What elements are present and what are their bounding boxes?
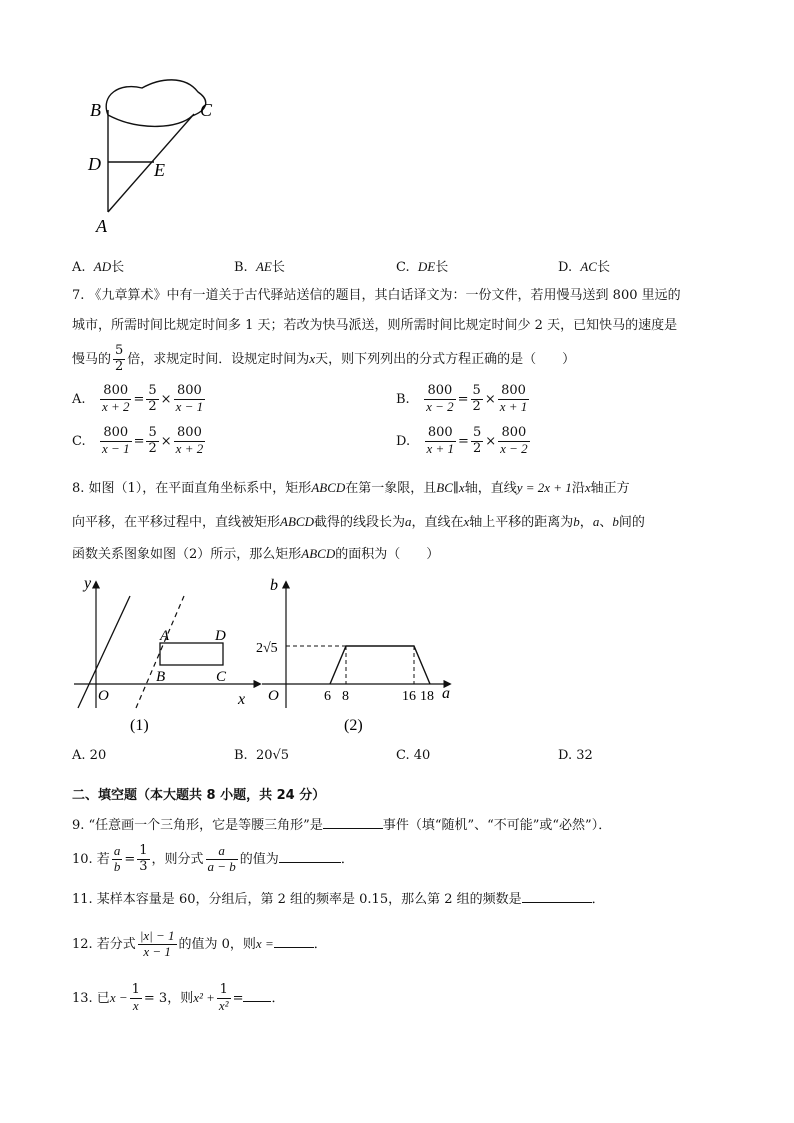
q10-answer-blank[interactable] (279, 848, 341, 863)
q13-answer-blank[interactable] (243, 987, 271, 1002)
q8-figure-2 (254, 574, 464, 740)
fig2-caption: (2) (344, 717, 363, 734)
q8-option-d: D. 32 (558, 748, 593, 763)
fig1-rectangle-abcd (160, 643, 223, 665)
fig1-label-x: x (238, 691, 246, 708)
fig1-label-c: C (216, 669, 227, 685)
q8-option-c: C. 40 (396, 748, 431, 763)
q6-pond-outline (106, 80, 206, 127)
fig1-label-y: y (84, 575, 92, 592)
q8-figure-1 (68, 574, 268, 740)
fig2-tick-18: 18 (420, 689, 434, 704)
q6-label-e: E (154, 160, 165, 180)
fig2-tick-6: 6 (324, 689, 331, 704)
q8-option-a: A. 20 (72, 748, 107, 763)
fig2-tick-16: 16 (402, 689, 416, 704)
q10-line: 10. 若 $\frac{a}{b}$ = $\frac{1}{3}$ ，则分式 $\frac{a}{a - b}$ 的值为 ． (72, 843, 354, 874)
fig2-label-b: b (270, 577, 278, 594)
q9-line: 9. “任意画一个三角形，它是等腰三角形”是 事件（填“随机”、“不可能”或“必然”）． (72, 814, 734, 836)
q6-label-c: C (200, 100, 213, 120)
section-2-heading: 二、填空题（本大题共 8 小题，共 24 分） (72, 788, 326, 803)
q6-segment-ac (108, 114, 194, 212)
q7-option-d: D. $\frac{800}{x + 1}$ = $\frac{5}{2}$ × $\frac{800}{x - 2}$ (396, 425, 528, 456)
q12-answer-blank[interactable] (274, 933, 314, 948)
q7-line-2: 城市，所需时间比规定时间多 1 天；若改为快马派送，则所需时间比规定时间少 2 天，已知快马的速度是 (72, 318, 678, 333)
q6-option-c: C. DE长 (396, 259, 449, 275)
fig1-label-o: O (98, 688, 109, 704)
q7-line-3: 慢马的 $\frac{5}{2}$ 倍，求规定时间．设规定时间为x天，则下列列出的分式方程正确的是（ ） (72, 343, 576, 374)
q8-line-2: 向平移，在平移过程中，直线被矩形ABCD截得的线段长为a，直线在x轴上平移的距离为b，a、b间的 (72, 514, 645, 530)
q8-line-3: 函数关系图象如图（2）所示，那么矩形ABCD的面积为（ ） (72, 546, 440, 562)
q9-answer-blank[interactable] (323, 814, 383, 829)
fig1-caption: (1) (130, 717, 149, 734)
fig1-label-b: B (156, 669, 166, 685)
q7-option-b: B. $\frac{800}{x - 2}$ = $\frac{5}{2}$ × $\frac{800}{x + 1}$ (396, 383, 528, 414)
q6-label-d: D (88, 154, 101, 174)
q6-option-a: A. AD长 (72, 259, 125, 275)
q7-option-a: A. $\frac{800}{x + 2}$ = $\frac{5}{2}$ × $\frac{800}{x - 1}$ (72, 383, 204, 414)
q7-line-1: 7. 《九章算术》中有一道关于古代驿站送信的题目，其白话译文为：一份文件，若用慢马送到 800 里远的 (72, 288, 681, 303)
q6-figure (80, 70, 230, 240)
fig2-label-a: a (442, 685, 450, 702)
fig2-tick-2root5: 2√5 (256, 641, 278, 656)
q7-fraction-five-halves: $\frac{5}{2}$ (115, 343, 124, 374)
q11-answer-blank[interactable] (522, 888, 592, 903)
q7-option-c: C. $\frac{800}{x - 1}$ = $\frac{5}{2}$ × $\frac{800}{x + 2}$ (72, 425, 204, 456)
fig1-label-d: D (215, 628, 226, 644)
q13-line: 13. 已x − $\frac{1}{x}$ = 3，则x² + $\frac{1}{\text{x²}}$ = ． (72, 982, 285, 1013)
q6-option-d: D. AC长 (558, 259, 610, 275)
q8-option-b: B. 20√5 (234, 748, 290, 763)
fig1-label-a: A (160, 628, 170, 644)
q6-option-b: B. AE长 (234, 259, 285, 275)
q12-line: 12. 若分式 $\frac{|x| - 1}{x - 1}$ 的值为 0，则x = ． (72, 928, 327, 959)
q11-line: 11. 某样本容量是 60，分组后，第 2 组的频率是 0.15，那么第 2 组的频数是 ． (72, 888, 734, 910)
fig2-label-o: O (268, 688, 279, 704)
q6-label-b: B (90, 100, 101, 120)
q8-line-1: 8. 如图（1），在平面直角坐标系中，矩形ABCD在第一象限，且BC∥x轴，直线y = 2x + 1沿x轴正方 (72, 480, 630, 496)
q6-label-a: A (96, 216, 107, 236)
fig2-tick-8: 8 (342, 689, 349, 704)
fig2-function-graph (330, 646, 430, 684)
